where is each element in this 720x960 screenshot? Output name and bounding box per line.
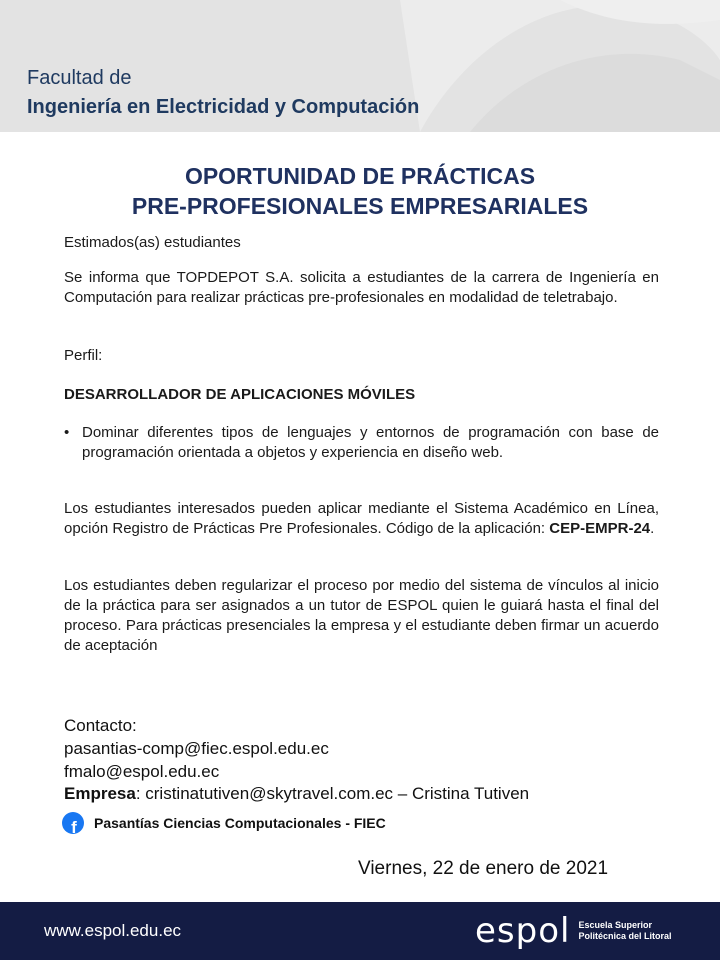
footer-bar (0, 902, 720, 960)
contact-label: Contacto: (64, 716, 137, 735)
contact-email-2[interactable]: fmalo@espol.edu.ec (64, 762, 220, 781)
facebook-page-name: Pasantías Ciencias Computacionales - FIEC (94, 815, 386, 831)
apply-text: Los estudiantes interesados pueden aplicar mediante el Sistema Académico en Línea, opción Registro de Prácticas Pre Profesionales. Código de la aplicación: (64, 500, 659, 537)
greeting: Estimados(as) estudiantes (64, 234, 241, 251)
apply-end: . (650, 520, 655, 537)
company-label: Empresa (64, 784, 136, 803)
website-link[interactable]: www.espol.edu.ec (44, 921, 182, 940)
intro-paragraph: Se informa que TOPDEPOT S.A. solicita a estudiantes de la carrera de Ingeniería en Computación para realizar prácticas pre-profesionales en modalidad de teletrabajo. (64, 269, 659, 306)
requirement-text: Dominar diferentes tipos de lenguajes y entornos de programación con base de programación orientada a objetos y experiencia en diseño web. (82, 424, 659, 461)
apply-paragraph (64, 499, 659, 539)
role-title: DESARROLLADOR DE APLICACIONES MÓVILES (64, 386, 416, 403)
logo-subtitle-line2: Politécnica del Litoral (578, 931, 672, 941)
logo-subtitle (578, 920, 671, 942)
bullet-marker: • (64, 424, 70, 441)
header-banner (0, 0, 720, 132)
facebook-link[interactable] (62, 811, 386, 835)
faculty-name-line2: Ingeniería en Electricidad y Computación (27, 96, 420, 118)
facebook-icon: f (62, 812, 84, 834)
espol-logo (475, 910, 672, 952)
application-code: CEP-EMPR-24 (549, 520, 651, 537)
contact-email-1[interactable]: pasantias-comp@fiec.espol.edu.ec (64, 739, 329, 758)
page-title-line1: OPORTUNIDAD DE PRÁCTICAS (184, 163, 536, 189)
profile-label: Perfil: (64, 347, 103, 364)
company-contact (64, 783, 529, 805)
logo-subtitle-line1: Escuela Superior (578, 920, 652, 930)
logo-wordmark: espol (475, 911, 571, 951)
company-contact-value[interactable]: : cristinatutiven@skytravel.com.ec – Cristina Tutiven (135, 784, 530, 803)
process-paragraph: Los estudiantes deben regularizar el proceso por medio del sistema de vínculos al inicio de la práctica para ser asignados a un tutor de ESPOL quien le guiará hasta el final del proceso. Para prácticas presenciales la empresa y el estudiante deben firmar un acuerdo de aceptación (64, 577, 659, 654)
publication-date: Viernes, 22 de enero de 2021 (358, 858, 609, 879)
faculty-name-line1: Facultad de (27, 67, 132, 89)
page-title-line2: PRE-PROFESIONALES EMPRESARIALES (131, 193, 589, 219)
